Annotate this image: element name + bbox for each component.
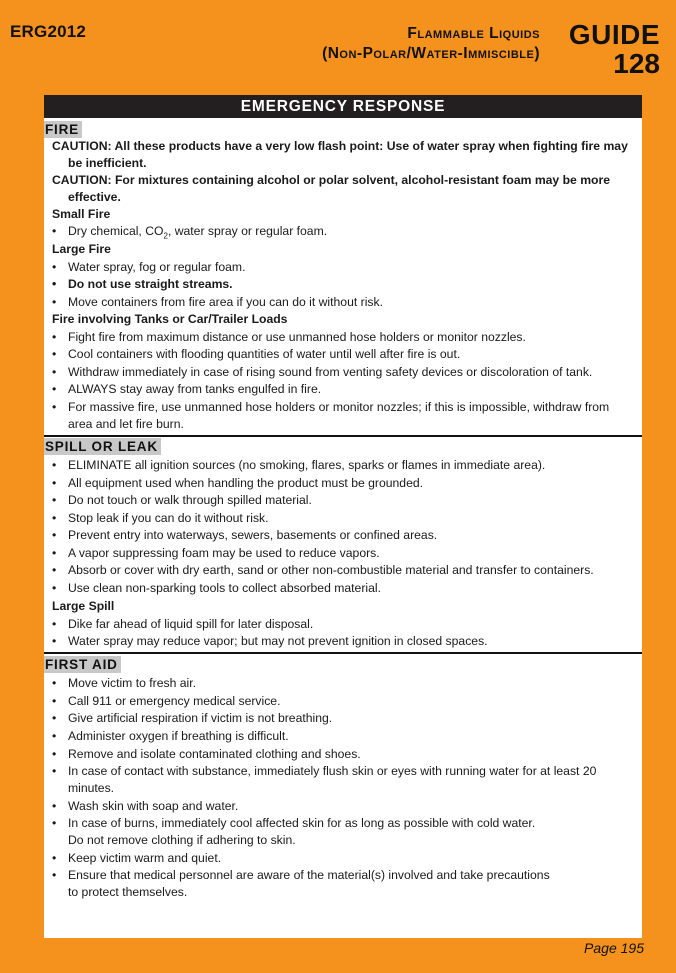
guide-title-line1: Flammable Liquids (407, 25, 540, 42)
first-aid-section-heading-wrap (44, 656, 642, 674)
small-fire-text: Dry chemical, $CO_2$, water spray or regular foam. (68, 224, 328, 241)
caution-2-line-a: CAUTION: For mixtures containing alcohol or polar solvent, alcohol-resistant foam may be more (52, 173, 611, 187)
erg-label: ERG2012 (10, 22, 87, 41)
section-divider (44, 435, 642, 437)
emergency-response-banner: EMERGENCY RESPONSE (44, 95, 642, 118)
guide-number-block (569, 20, 660, 78)
guide-title (322, 24, 540, 64)
fire-section-heading-wrap (44, 121, 642, 139)
caution-1-line-a: CAUTION: All these products have a very low flash point: Use of water spray when fighting fire may (52, 139, 628, 153)
spill-section-heading-wrap (44, 438, 642, 456)
bullet: • (52, 224, 57, 238)
guide-title-line2: (Non-Polar/Water-Immiscible) (322, 45, 540, 62)
page-number: Page 195 (584, 940, 644, 956)
large-fire-heading: Large Fire (52, 242, 111, 256)
content-panel: EMERGENCY RESPONSE FIRE CAUTION: All these products have a very low flash point: Use of water spray when fighting fire may be inefficient. CAUTION: For mixtures containing alcohol or polar solvent, alcohol-resistant foam may be more effective. Small Fire • Dry chemical, $CO_2$, water spray or regular foam. Large Fire • Water spray, fog or regular foam. • Do not use straight streams. • Move containers from fire area if you can do it without risk. Fire involving Tanks or Car/Trailer Loads • Fight fire from maximum distance or use unmanned hose holders or monitor nozzles. • Cool containers with flooding quantities of water until well after fire is out. • Withdraw immediately in case of rising sound from venting safety devices or discoloration of tank. • ALWAYS stay away from tanks engulfed in fire. • For massive fire, use unmanned hose holders or monitor nozzles; if this is impossible, withdraw from area and let fire burn. SPILL OR LEAK • ELIMINATE all ignition sources (no smoking, flares, sparks or flames in immediate area). • All equipment used when handling the product must be grounded. • Do not touch or walk through spilled material. • Stop leak if you can do it without risk. • Prevent entry into waterways, sewers, basements or confined areas. • A vapor suppressing foam may be used to reduce vapors. • Absorb or cover with dry earth, sand or other non-combustible material and transfer to containers. • Use clean non-sparking tools to collect absorbed material. Large Spill • Dike far ahead of liquid spill for later disposal. • Water spray may reduce vapor; but may not prevent ignition in closed spaces. FIRST AID • Move victim to fresh air. • Call 911 or emergency medical service. • Give artificial respiration if victim is not breathing. • Administer oxygen if breathing is difficult. • Remove and isolate contaminated clothing and shoes. • In case of contact with substance, immediately flush skin or eyes with running water for at least 20 minutes. • Wash skin with soap and water. • In case of burns, immediately cool affected skin for as long as possible with cold water. Do not remove clothing if adhering to skin. • Keep victim warm and quiet. • Ensure that medical personnel are aware of the material(s) involved and take precautions to protect themselves. (44, 95, 642, 938)
first-aid-heading: FIRST AID (44, 656, 121, 673)
spill-heading: SPILL OR LEAK (44, 438, 161, 455)
tanks-heading: Fire involving Tanks or Car/Trailer Loads (52, 312, 288, 326)
guide-number: 128 (613, 48, 660, 79)
section-divider (44, 652, 642, 654)
caution-2-line-b: effective. (68, 190, 121, 204)
page-header (0, 0, 676, 92)
guide-label: GUIDE (568, 19, 660, 50)
small-fire-heading: Small Fire (52, 207, 111, 221)
caution-1-line-b: be inefficient. (68, 156, 147, 170)
large-spill-heading: Large Spill (52, 599, 115, 613)
fire-heading: FIRE (44, 121, 82, 138)
